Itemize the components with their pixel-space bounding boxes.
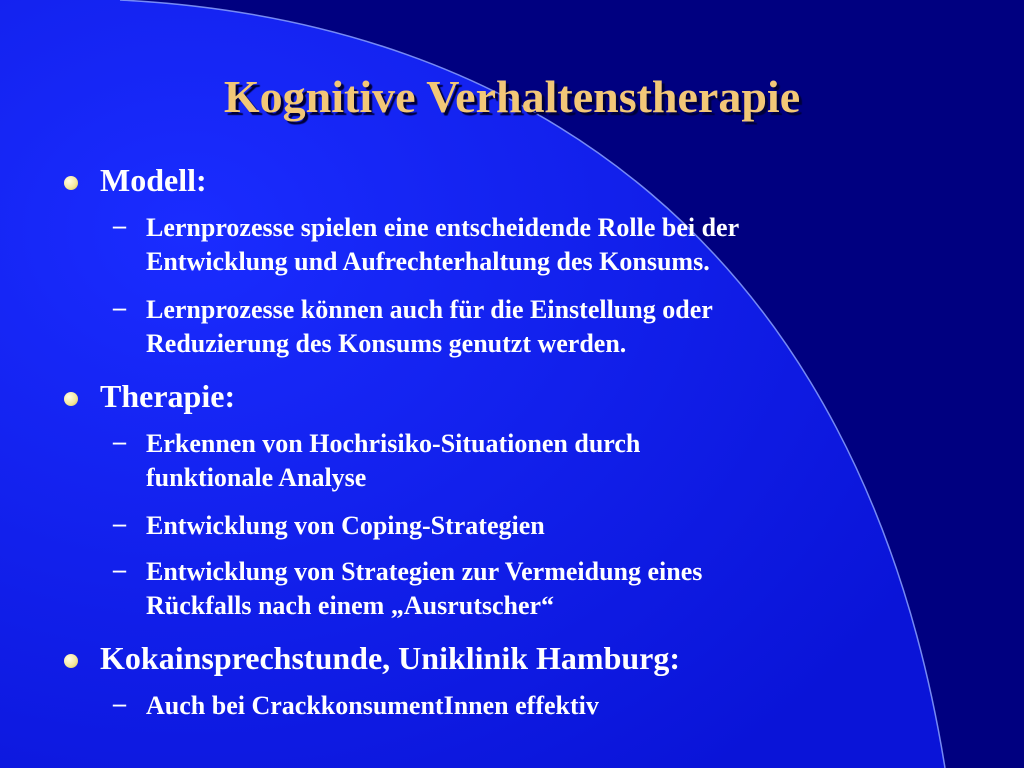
dash-icon: – bbox=[113, 555, 126, 584]
bullet-icon bbox=[64, 654, 78, 668]
list-item-line: Erkennen von Hochrisiko-Situationen durch bbox=[146, 429, 641, 458]
dash-icon: – bbox=[113, 211, 126, 240]
list-item-line: Lernprozesse können auch für die Einstellung oder bbox=[146, 295, 713, 324]
list-item bbox=[146, 211, 946, 279]
bullet-icon bbox=[64, 176, 78, 190]
list-item-line: funktionale Analyse bbox=[146, 463, 367, 492]
dash-icon: – bbox=[113, 689, 126, 718]
section-heading-modell: Modell: bbox=[100, 162, 207, 198]
list-item-line: Entwicklung von Coping-Strategien bbox=[146, 511, 545, 540]
list-item-line: Lernprozesse spielen eine entscheidende Rolle bei der bbox=[146, 213, 740, 242]
slide-title: Kognitive Verhaltenstherapie bbox=[223, 71, 801, 122]
section-heading-therapie: Therapie: bbox=[100, 378, 236, 414]
section-heading-kokainsprechstunde: Kokainsprechstunde, Uniklinik Hamburg: bbox=[100, 640, 681, 676]
dash-icon: – bbox=[113, 293, 126, 322]
list-item-line: Reduzierung des Konsums genutzt werden. bbox=[146, 329, 627, 358]
list-item bbox=[146, 293, 946, 361]
list-item bbox=[146, 427, 946, 495]
list-item bbox=[146, 555, 946, 623]
dash-icon: – bbox=[113, 509, 126, 538]
list-item-line: Entwicklung von Strategien zur Vermeidung eines bbox=[146, 557, 703, 586]
list-item bbox=[146, 509, 946, 543]
list-item-line: Auch bei CrackkonsumentInnen effektiv bbox=[146, 691, 599, 720]
list-item bbox=[146, 689, 946, 723]
list-item-line: Entwicklung und Aufrechterhaltung des Konsums. bbox=[146, 247, 710, 276]
bullet-icon bbox=[64, 392, 78, 406]
list-item-line: Rückfalls nach einem „Ausrutscher“ bbox=[146, 591, 555, 620]
dash-icon: – bbox=[113, 427, 126, 456]
